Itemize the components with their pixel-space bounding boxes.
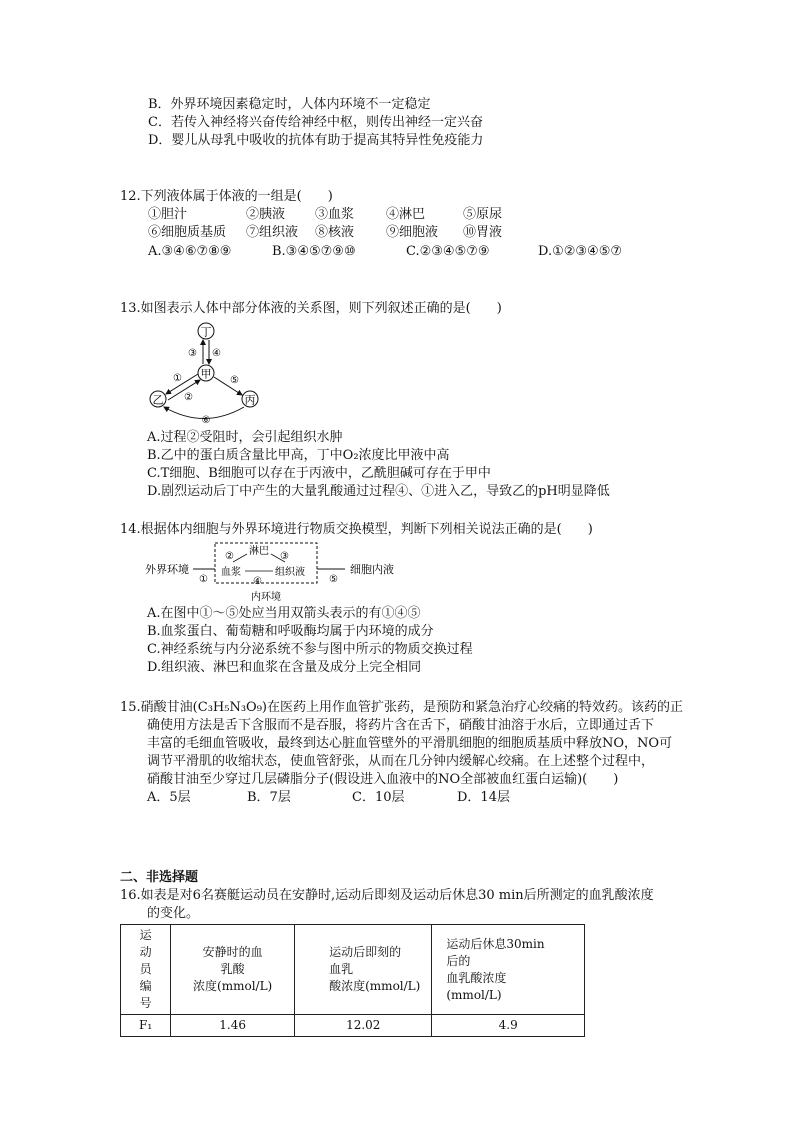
q15-option-a: A．5层 bbox=[147, 790, 191, 805]
cell-athlete-id: F₁ bbox=[121, 1015, 171, 1037]
q14-option-a: A.在图中①～⑤处应当用双箭头表示的有①④⑤ bbox=[147, 606, 421, 621]
node-yi-label: 乙 bbox=[152, 393, 164, 407]
table-header-row bbox=[121, 925, 585, 1015]
q14-option-b: B.血浆蛋白、葡萄糖和呼吸酶均属于内环境的成分 bbox=[147, 624, 434, 639]
q16-line-2: 的变化。 bbox=[147, 906, 200, 921]
q12-item: ⑩胃液 bbox=[463, 225, 503, 240]
q12-option-a: A.③④⑥⑦⑧⑨ bbox=[148, 244, 232, 259]
q12-option-c: C.②③④⑤⑦⑨ bbox=[406, 244, 490, 259]
table-row bbox=[121, 1015, 585, 1037]
internal-env-label: 内环境 bbox=[251, 592, 281, 603]
q15-line-5: 硝酸甘油至少穿过几层磷脂分子(假设进入血液中的NO全部被血红蛋白运输)( ) bbox=[147, 772, 619, 787]
label-6: ⑥ bbox=[201, 415, 211, 426]
q13-option-b: B.乙中的蛋白质含量比甲高，丁中O₂浓度比甲液中高 bbox=[147, 448, 450, 463]
q13-option-c: C.T细胞、B细胞可以存在于丙液中，乙酰胆碱可存在于甲中 bbox=[147, 466, 491, 481]
header-after-exercise-concentration: 运动后即刻的 血乳 酸浓度(mmol/L) bbox=[295, 925, 432, 1015]
q13-option-d: D.剧烈运动后丁中产生的大量乳酸通过过程④、①进入乙，导致乙的pH明显降低 bbox=[147, 484, 610, 499]
q15-option-c: C．10层 bbox=[352, 790, 405, 805]
node-bing-label: 丙 bbox=[244, 393, 256, 407]
q14-stem: 14.根据体内细胞与外界环境进行物质交换模型，判断下列相关说法正确的是( ) bbox=[120, 522, 593, 537]
cell-recover-value: 4.9 bbox=[432, 1015, 585, 1037]
q15-line-2: 确使用方法是舌下含服而不是吞服，将药片含在舌下，硝酸甘油溶于水后，立即通过舌下 bbox=[147, 718, 655, 733]
lactic-acid-table bbox=[120, 924, 585, 1037]
q15-line-1: 15.硝酸甘油(C₃H₅N₃O₉)在医药上用作血管扩张药，是预防和紧急治疗心绞痛的特效药。该药的正 bbox=[120, 700, 683, 715]
lymph-label: 淋巴 bbox=[249, 546, 269, 557]
q12-item: ⑧核液 bbox=[315, 225, 355, 240]
q15-option-d: D．14层 bbox=[457, 790, 510, 805]
q11-option-d: D．婴儿从母乳中吸收的抗体有助于提高其特异性免疫能力 bbox=[148, 133, 484, 148]
label-1: ① bbox=[199, 574, 208, 585]
q12-stem: 12.下列液体属于体液的一组是( ) bbox=[120, 189, 333, 204]
link-line bbox=[233, 554, 247, 562]
node-ding-label: 丁 bbox=[200, 325, 212, 339]
q12-item: ⑨细胞液 bbox=[386, 225, 439, 240]
q12-option-d: D.①②③④⑤⑦ bbox=[538, 244, 623, 259]
q14-option-d: D.组织液、淋巴和血浆在含量及成分上完全相同 bbox=[147, 660, 422, 675]
node-jia-label: 甲 bbox=[200, 367, 212, 381]
label-4: ④ bbox=[253, 576, 262, 587]
q12-item: ②胰液 bbox=[246, 207, 286, 222]
header-rest-concentration: 安静时的血 乳酸 浓度(mmol/L) bbox=[171, 925, 295, 1015]
q15-line-3: 丰富的毛细血管吸收，最终到达心脏血管壁外的平滑肌细胞的细胞质基质中释放NO，NO可 bbox=[147, 736, 673, 751]
label-4: ④ bbox=[212, 348, 221, 359]
label-5: ⑤ bbox=[230, 375, 239, 386]
header-athlete-id: 运 动 员 编 号 bbox=[121, 925, 171, 1015]
q12-item: ⑦组织液 bbox=[246, 225, 299, 240]
q12-option-b: B.③④⑤⑦⑨⑩ bbox=[272, 244, 356, 259]
q12-item: ③血浆 bbox=[315, 207, 355, 222]
q11-option-b: B．外界环境因素稳定时，人体内环境不一定稳定 bbox=[148, 97, 431, 112]
q13-stem: 13.如图表示人体中部分体液的关系图，则下列叙述正确的是( ) bbox=[120, 301, 502, 316]
label-2: ② bbox=[225, 551, 234, 562]
q15-line-4: 调节平滑肌的收缩状态，使血管舒张，从而在几分钟内缓解心绞痛。在上述整个过程中， bbox=[147, 754, 655, 769]
q11-option-c: C．若传入神经将兴奋传给神经中枢，则传出神经一定兴奋 bbox=[148, 115, 483, 130]
header-recovery-concentration: 运动后休息30min 后的 血乳酸浓度 (mmol/L) bbox=[432, 925, 585, 1015]
label-3: ③ bbox=[188, 348, 197, 359]
label-3: ③ bbox=[280, 551, 289, 562]
q12-item: ⑤原尿 bbox=[463, 207, 503, 222]
q12-item: ①胆汁 bbox=[148, 207, 188, 222]
body-fluid-relation-diagram bbox=[140, 318, 270, 428]
label-5: ⑤ bbox=[329, 574, 338, 585]
cell-rest-value: 1.46 bbox=[171, 1015, 295, 1037]
label-2: ② bbox=[184, 392, 193, 403]
outer-env-label: 外界环境 bbox=[145, 563, 189, 576]
cell-fluid-label: 细胞内液 bbox=[350, 563, 394, 576]
q12-item: ⑥细胞质基质 bbox=[148, 225, 227, 240]
section-heading: 二、非选择题 bbox=[120, 870, 199, 885]
tissue-fluid-label: 组织液 bbox=[275, 567, 305, 578]
q15-option-b: B．7层 bbox=[247, 790, 291, 805]
q12-item: ④淋巴 bbox=[386, 207, 426, 222]
q13-option-a: A.过程②受阻时，会引起组织水肿 bbox=[147, 430, 343, 445]
material-exchange-model-diagram bbox=[145, 540, 415, 606]
label-1: ① bbox=[173, 373, 182, 384]
q14-option-c: C.神经系统与内分泌系统不参与图中所示的物质交换过程 bbox=[147, 642, 473, 657]
plasma-label: 血浆 bbox=[221, 567, 241, 578]
cell-after-value: 12.02 bbox=[295, 1015, 432, 1037]
q16-line-1: 16.如表是对6名赛艇运动员在安静时,运动后即刻及运动后休息30 min后所测定的血乳酸浓度 bbox=[120, 888, 654, 903]
